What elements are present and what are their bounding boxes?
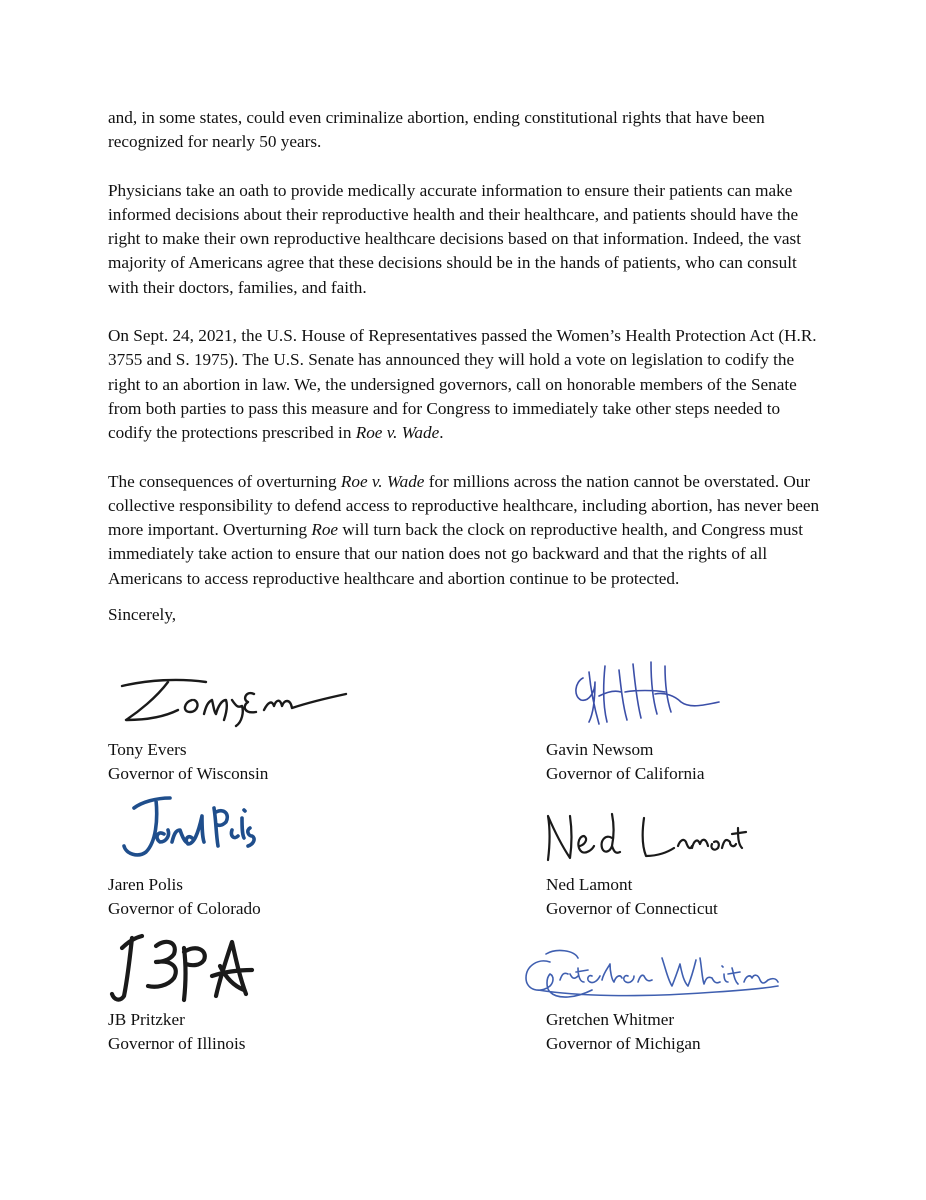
signer-name: Ned Lamont: [546, 875, 633, 894]
signer-title: Governor of Connecticut: [546, 899, 718, 918]
paragraph-text: The consequences of overturning: [108, 471, 341, 491]
signature-jared-polis-image: [118, 790, 258, 866]
paragraph-text: On Sept. 24, 2021, the U.S. House of Representatives passed the Women’s Health Protection Act (H.R. 3755 and S. 1975). The U.S. Senate has announced they will hold a vote on legislation to codify the right to an abortion in law. We, the undersigned governors, call on honorable members of the Senate from both parties to pass this measure and for Congress to immediately take other steps needed to codify the protections prescribed in: [108, 326, 817, 443]
signer-name: Tony Evers: [108, 740, 187, 759]
italic-text: Roe: [311, 520, 339, 540]
paragraph-text: will turn back the clock on reproductive health, and Congress must immediately take action to ensure that our nation does not go backward and that the rights of all Americans to access reproductive healthcare and abortion continue to be protected.: [108, 520, 803, 588]
signer-title: Governor of Michigan: [546, 1034, 701, 1053]
signer-block: [108, 738, 268, 786]
signer-name: JB Pritzker: [108, 1010, 185, 1029]
signer-title: Governor of Colorado: [108, 899, 261, 918]
signature-gavin-newsom-image: [555, 652, 725, 732]
signer-title: Governor of Wisconsin: [108, 764, 269, 783]
signer-block: [546, 873, 718, 921]
signer-block: [546, 1008, 701, 1056]
signer-title: Governor of California: [546, 764, 705, 783]
signer-block: [108, 1008, 245, 1056]
paragraph: [108, 324, 820, 445]
signature-tony-evers-image: [108, 670, 358, 730]
signer-block: [108, 873, 261, 921]
letter-body: [108, 106, 820, 615]
paragraph: [108, 179, 820, 300]
paragraph-text: and, in some states, could even criminalize abortion, ending constitutional rights that have been recognized for nearly 50 years.: [108, 108, 765, 152]
signer-name: Gretchen Whitmer: [546, 1010, 675, 1029]
signer-name: Jaren Polis: [108, 875, 183, 894]
paragraph-text: Physicians take an oath to provide medically accurate information to ensure their patients can make informed decisions about their reproductive health and their healthcare, and patients should have the right to make their own reproductive healthcare decisions based on that information. Indeed, the vast majority of Americans agree that these decisions should be in the hands of patients, who can consult with their doctors, families, and faith.: [108, 180, 802, 297]
signature-jb-pritzker-image: [108, 926, 258, 1008]
closing: Sincerely,: [108, 605, 177, 624]
signer-name: Gavin Newsom: [546, 740, 654, 759]
paragraph-text: for millions across the nation cannot be overstated. Our collective responsibility to defend access to reproductive healthcare, including abortion, has never been more important. Overturning: [108, 471, 820, 540]
paragraph: [108, 470, 820, 591]
paragraph-text: .: [439, 423, 444, 443]
italic-text: Roe v. Wade: [355, 423, 440, 443]
signature-gretchen-whitmer-image: [516, 944, 780, 1004]
paragraph: [108, 106, 820, 155]
signature-ned-lamont-image: [540, 808, 750, 868]
signer-block: [546, 738, 704, 786]
italic-text: Roe v. Wade: [340, 471, 425, 491]
signer-title: Governor of Illinois: [108, 1034, 246, 1053]
